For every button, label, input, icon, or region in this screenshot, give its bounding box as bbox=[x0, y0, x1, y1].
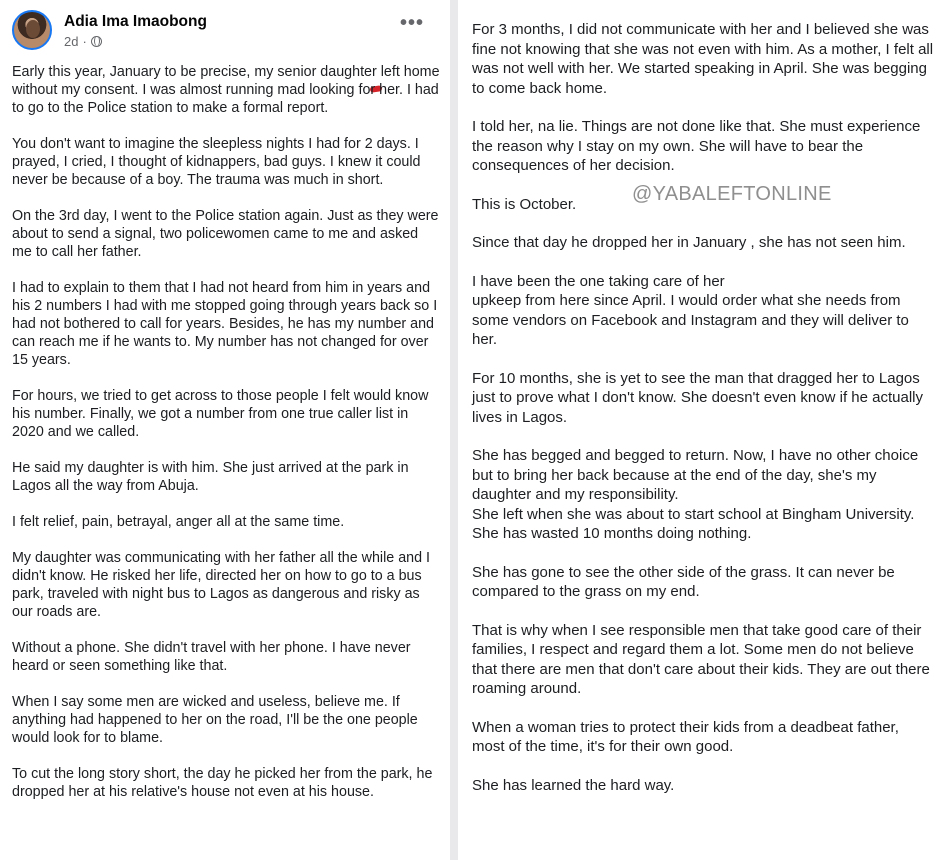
avatar-face bbox=[26, 20, 40, 38]
paragraph: My daughter was communicating with her father all the while and I didn't know. He risked her life, directed her on how to go to a bus park, traveled with night bus to Lagos as dangerous and risky as our roads are. bbox=[12, 550, 430, 620]
post-right-panel bbox=[458, 0, 944, 860]
paragraph: I told her, na lie. Things are not done like that. She must experience the reason why I stay on my own. She will have to bear the consequences of her decision. bbox=[472, 118, 921, 174]
paragraph: This is October. bbox=[472, 195, 577, 213]
paragraph: I have been the one taking care of her upkeep from here since April. I would order what she needs from some vendors on Facebook and Instagram and they will deliver to her. bbox=[472, 272, 909, 348]
paragraph: Since that day he dropped her in January , she has not seen him. bbox=[472, 234, 906, 251]
paragraph: I felt relief, pain, betrayal, anger all at the same time. bbox=[12, 514, 345, 530]
watermark: @YABALEFTONLINE bbox=[632, 183, 832, 205]
paragraph: That is why when I see responsible men that take good care of their families, I respect and regard them a lot. Some men do not believe that there are men that don't care about their kids. They are out there roaming around. bbox=[472, 621, 930, 697]
post-header bbox=[12, 10, 440, 54]
globe-icon bbox=[91, 36, 102, 47]
paragraph: Early this year, January to be precise, my senior daughter left home without my consent. I was almost running mad looking for her. I had to go to the Police station to make a formal report. bbox=[12, 64, 440, 116]
paragraph: I had to explain to them that I had not heard from him in years and his 2 numbers I had with me stopped going through years back so I had not bothered to call for years. Besides, he has my number and can reach me if he wants to. My number has not changed for over 15 years. bbox=[12, 280, 438, 368]
post-text-left bbox=[12, 63, 440, 819]
post-time[interactable]: 2d bbox=[64, 34, 79, 49]
paragraph: She has begged and begged to return. Now, I have no other choice but to bring her back because at the end of the day, she's my daughter and my responsibility. She left when she was about to start school at Bingham University. She has wasted 10 months doing nothing. bbox=[472, 447, 919, 542]
meta-separator: · bbox=[82, 34, 87, 49]
paragraph: She has gone to see the other side of the grass. It can never be compared to the grass on my end. bbox=[472, 563, 895, 600]
paragraph: He said my daughter is with him. She just arrived at the park in Lagos all the way from Abuja. bbox=[12, 460, 409, 494]
more-options-button[interactable]: ••• bbox=[399, 12, 424, 34]
avatar[interactable] bbox=[12, 10, 52, 50]
paragraph: You don't want to imagine the sleepless nights I had for 2 days. I prayed, I cried, I thought of kidnappers, bad guys. I knew it could never be because of a boy. The trauma was much in short. bbox=[12, 136, 421, 188]
post-left-panel bbox=[0, 0, 450, 860]
author-name[interactable]: Adia Ima Imaobong bbox=[64, 13, 207, 30]
paragraph: Without a phone. She didn't travel with her phone. I have never heard or seen something like that. bbox=[12, 640, 411, 674]
post-text-right bbox=[472, 20, 934, 814]
paragraph: When a woman tries to protect their kids from a deadbeat father, most of the time, it's for their own good. bbox=[472, 718, 899, 755]
paragraph: For 10 months, she is yet to see the man that dragged her to Lagos just to prove what I don't know. She doesn't even know if he actually lives in Lagos. bbox=[472, 369, 923, 426]
paragraph: She has learned the hard way. bbox=[472, 776, 675, 794]
paragraph: When I say some men are wicked and useless, believe me. If anything had happened to her on the road, I'll be the one people would look for to blame. bbox=[12, 694, 418, 746]
column-divider bbox=[450, 0, 458, 860]
paragraph: On the 3rd day, I went to the Police station again. Just as they were about to send a signal, two policewomen came to me and asked me to call her father. bbox=[12, 208, 439, 260]
paragraph: For 3 months, I did not communicate with her and I believed she was fine not knowing that she was not even with him. As a mother, I felt all was not well with her. We started speaking in April. She was begging to come back home. bbox=[472, 21, 934, 97]
paragraph: To cut the long story short, the day he picked her from the park, he dropped her at his relative's house not even at his house. bbox=[12, 766, 433, 800]
paragraph: For hours, we tried to get across to those people I felt would know his number. Finally, we got a number from one true caller list in 2020 and we called. bbox=[12, 388, 429, 440]
post-meta bbox=[64, 34, 102, 49]
